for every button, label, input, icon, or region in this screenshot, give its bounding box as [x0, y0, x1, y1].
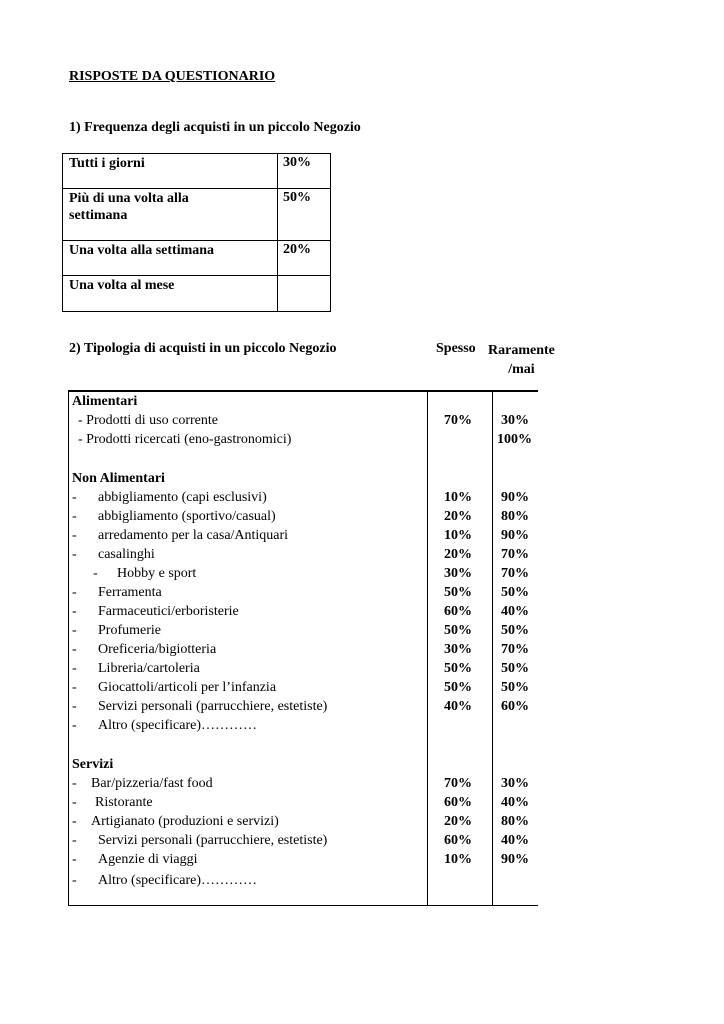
- value-spesso: 50%: [444, 680, 472, 695]
- column-header-raramente-line: Raramente: [488, 343, 555, 358]
- section-title-alimentari: Alimentari: [72, 394, 138, 409]
- item-label: Artigianato (produzioni e servizi): [91, 814, 279, 829]
- frequency-label-line: Tutti i giorni: [69, 156, 145, 171]
- value-spesso: 60%: [444, 833, 472, 848]
- value-spesso: 50%: [444, 585, 472, 600]
- table-row: [63, 241, 331, 276]
- dash: -: [72, 528, 77, 543]
- item-label: Farmaceutici/erboristerie: [98, 604, 239, 619]
- frequency-label-line: Una volta alla settimana: [69, 243, 215, 258]
- value-spesso: 20%: [444, 509, 472, 524]
- dash: -: [72, 873, 77, 888]
- document-title: RISPOSTE DA QUESTIONARIO: [69, 69, 276, 84]
- value-raramente: 100%: [497, 432, 532, 447]
- value-spesso: 70%: [444, 413, 472, 428]
- value-spesso: 20%: [444, 814, 472, 829]
- dash: -: [72, 699, 77, 714]
- value-raramente: 50%: [501, 661, 529, 676]
- frequency-label: [63, 276, 278, 312]
- frequency-value: [278, 276, 331, 312]
- question-1-heading: 1) Frequenza degli acquisti in un piccolo Negozio: [69, 120, 361, 135]
- value-spesso: 40%: [444, 699, 472, 714]
- value-spesso: 30%: [444, 642, 472, 657]
- frequency-label: [63, 154, 278, 189]
- question-2-heading: 2) Tipologia di acquisti in un piccolo Negozio: [69, 341, 337, 356]
- table-row: [0, 545, 724, 564]
- item-label: abbigliamento (capi esclusivi): [98, 490, 267, 505]
- frequency-label-line: Una volta al mese: [69, 278, 175, 293]
- value-raramente: 70%: [501, 547, 529, 562]
- dash: -: [93, 566, 98, 581]
- value-spesso: 10%: [444, 528, 472, 543]
- item-label: Agenzie di viaggi: [98, 852, 198, 867]
- column-header-raramente-line: /mai: [508, 362, 535, 377]
- value-spesso: 50%: [444, 661, 472, 676]
- item-label: Altro (specificare)…………: [98, 718, 257, 733]
- item-label: - Prodotti di uso corrente: [78, 413, 218, 428]
- frequency-label: [63, 241, 278, 276]
- dash: -: [72, 718, 77, 733]
- table-row: [0, 850, 724, 869]
- value-raramente: 70%: [501, 566, 529, 581]
- table-row: [0, 621, 724, 640]
- dash: -: [72, 509, 77, 524]
- item-label: Giocattoli/articoli per l’infanzia: [98, 680, 277, 695]
- table-row: [63, 154, 331, 189]
- value-raramente: 30%: [501, 413, 529, 428]
- value-raramente: 90%: [501, 852, 529, 867]
- item-label: Servizi personali (parrucchiere, estetiste): [98, 699, 328, 714]
- value-spesso: 10%: [444, 852, 472, 867]
- dash: -: [72, 604, 77, 619]
- table-row: [0, 793, 724, 812]
- table-row: [0, 602, 724, 621]
- dash: -: [72, 661, 77, 676]
- table-row: [0, 488, 724, 507]
- value-raramente: 50%: [501, 585, 529, 600]
- value-raramente: 90%: [501, 490, 529, 505]
- dash: -: [72, 490, 77, 505]
- table-row: [0, 526, 724, 545]
- value-spesso: 70%: [444, 776, 472, 791]
- table-row: [0, 871, 724, 890]
- column-header-raramente: [488, 341, 555, 379]
- dash: -: [72, 585, 77, 600]
- value-raramente: 30%: [501, 776, 529, 791]
- frequency-value: 30%: [278, 154, 331, 189]
- table-row: [0, 564, 724, 583]
- item-label: casalinghi: [98, 547, 155, 562]
- dash: -: [72, 776, 77, 791]
- value-raramente: 40%: [501, 604, 529, 619]
- value-raramente: 40%: [501, 795, 529, 810]
- value-spesso: 30%: [444, 566, 472, 581]
- dash: -: [72, 795, 77, 810]
- dash: -: [72, 852, 77, 867]
- section-title-servizi: Servizi: [72, 757, 114, 772]
- table-row: [0, 716, 724, 735]
- frequency-table: [62, 153, 331, 312]
- value-raramente: 80%: [501, 509, 529, 524]
- table-row: [0, 812, 724, 831]
- value-raramente: 50%: [501, 623, 529, 638]
- dash: -: [72, 680, 77, 695]
- value-spesso: 10%: [444, 490, 472, 505]
- table-row: [0, 411, 724, 430]
- table-row: [0, 831, 724, 850]
- frequency-value: 20%: [278, 241, 331, 276]
- table-row: [0, 640, 724, 659]
- dash: -: [72, 642, 77, 657]
- table-row: [0, 697, 724, 716]
- value-raramente: 50%: [501, 680, 529, 695]
- frequency-label-line: Più di una volta alla: [69, 191, 189, 206]
- dash: -: [72, 833, 77, 848]
- item-label: Servizi personali (parrucchiere, estetiste): [98, 833, 328, 848]
- dash: -: [72, 814, 77, 829]
- value-raramente: 60%: [501, 699, 529, 714]
- value-spesso: 60%: [444, 795, 472, 810]
- frequency-label: [63, 189, 278, 241]
- item-label: Bar/pizzeria/fast food: [91, 776, 213, 791]
- value-raramente: 80%: [501, 814, 529, 829]
- item-label: - Prodotti ricercati (eno-gastronomici): [78, 432, 292, 447]
- frequency-value: 50%: [278, 189, 331, 241]
- item-label: Profumerie: [98, 623, 161, 638]
- table-row: [0, 774, 724, 793]
- item-label: Hobby e sport: [117, 566, 197, 581]
- item-label: Oreficeria/bigiotteria: [98, 642, 217, 657]
- dash: -: [72, 547, 77, 562]
- item-label: Altro (specificare)…………: [98, 873, 257, 888]
- item-label: Ferramenta: [98, 585, 162, 600]
- table-row: [63, 276, 331, 312]
- value-raramente: 90%: [501, 528, 529, 543]
- item-label: abbigliamento (sportivo/casual): [98, 509, 276, 524]
- table-row: [0, 430, 724, 449]
- value-raramente: 70%: [501, 642, 529, 657]
- item-label: Libreria/cartoleria: [98, 661, 200, 676]
- frequency-label-line: settimana: [69, 208, 128, 223]
- table-row: [0, 507, 724, 526]
- table-row: [63, 189, 331, 241]
- value-spesso: 50%: [444, 623, 472, 638]
- value-spesso: 20%: [444, 547, 472, 562]
- dash: -: [72, 623, 77, 638]
- table-row: [0, 583, 724, 602]
- value-spesso: 60%: [444, 604, 472, 619]
- item-label: arredamento per la casa/Antiquari: [98, 528, 289, 543]
- section-title-non-alimentari: Non Alimentari: [72, 471, 165, 486]
- table-row: [0, 678, 724, 697]
- value-raramente: 40%: [501, 833, 529, 848]
- table-row: [0, 659, 724, 678]
- item-label: Ristorante: [95, 795, 153, 810]
- column-header-spesso: Spesso: [436, 341, 476, 356]
